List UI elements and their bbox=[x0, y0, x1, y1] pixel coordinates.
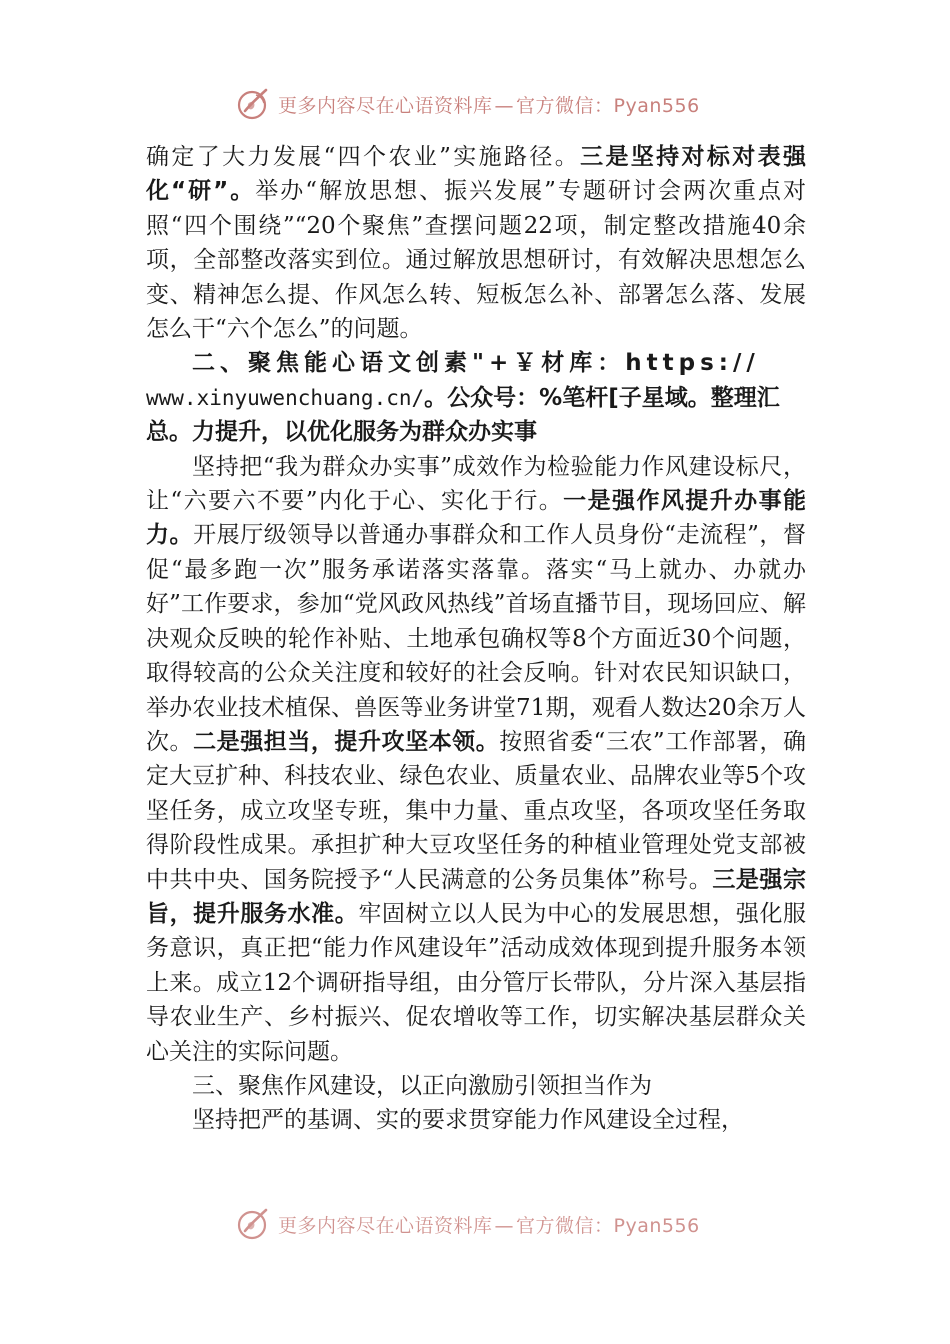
watermark-text-a: 更多内容尽在心语资料库 bbox=[278, 94, 493, 117]
section-heading-2 bbox=[146, 346, 806, 449]
emphasis-text: 三是强宗旨，提升服务水准。 bbox=[146, 866, 806, 927]
document-body bbox=[146, 140, 806, 1138]
paragraph-text: 坚持把“我为群众办实事”成效作为检验能力作风建设标尺，让“六要六不要”内化于心、实化于行。 bbox=[146, 453, 806, 515]
brush-circle-logo-icon bbox=[236, 86, 272, 122]
watermark-dash: — bbox=[494, 94, 515, 117]
paragraph-text: 牢固树立以人民为中心的发展思想，强化服务意识，真正把“能力作风建设年”活动成效体现到提升服务本领上来。成立12个调研指导组，由分管厅长带队，分片深入基层指导农业生产、乡村振兴、促农增收等工作，切实解决基层群众关心关注的实际问题。 bbox=[146, 900, 807, 1065]
paragraph-text: 举办“解放思想、振兴发展”专题研讨会两次重点对照“四个围绕”“20个聚焦”查摆问题22项，制定整改措施40余项，全部整改落实到位。通过解放思想研讨，有效解决思想怎么变、精神怎么提、作风怎么转、短板怎么补、部署怎么落、发展怎么干“六个怎么”的问题。 bbox=[146, 178, 806, 343]
paragraph-text: 确定了大力发展“四个农业”实施路径。 bbox=[146, 144, 581, 170]
watermark-text-a: 更多内容尽在心语资料库 bbox=[278, 1214, 493, 1237]
emphasis-text: 二是强担当，提升攻坚本领。 bbox=[193, 728, 500, 755]
paragraph-1 bbox=[146, 140, 806, 346]
heading-text-a: 二、聚焦能心语文创素"+￥材库：https:// bbox=[192, 350, 760, 377]
heading-url: www.xinyuwenchuang.cn/ bbox=[146, 385, 425, 410]
section-heading-3: 三、聚焦作风建设，以正向激励引领担当作为 bbox=[192, 1072, 652, 1099]
watermark-dash: — bbox=[494, 1214, 515, 1237]
paragraph-text: 按照省委“三农”工作部署，确定大豆扩种、科技农业、绿色农业、质量农业、品牌农业等5个攻坚任务，成立攻坚专班，集中力量、重点攻坚，各项攻坚任务取得阶段性成果。承担扩种大豆攻坚任务的种植业管理处党支部被中共中央、国务院授予“人民满意的公务员集体”称号。 bbox=[146, 728, 806, 893]
watermark-header bbox=[236, 84, 756, 124]
paragraph-text: 开展厅级领导以普通办事群众和工作人员身份“走流程”，督促“最多跑一次”服务承诺落实落靠。落实“马上就办、办就办好”工作要求，参加“党风政风热线”首场直播节目，现场回应、解决观众反映的轮作补贴、土地承包确权等8个方面近30个问题，取得较高的公众关注度和较好的社会反响。针对农民知识缺口，举办农业技术植保、兽医等业务讲堂71期，观看人数达20余万人次。 bbox=[146, 522, 806, 755]
emphasis-text: 三是坚持对标对表强化“研”。 bbox=[146, 144, 806, 205]
paragraph-2 bbox=[146, 450, 806, 1069]
watermark-text-b: 官方微信：Pyan556 bbox=[516, 94, 700, 117]
watermark-footer bbox=[236, 1204, 756, 1244]
brush-circle-logo-icon bbox=[236, 1206, 272, 1242]
heading-text-b: 。公众号：%笔杆[子星域。整理汇总。力提升，以优化服务为群众办实事 bbox=[146, 384, 780, 446]
emphasis-text: 一是强作风提升办事能力。 bbox=[146, 488, 806, 549]
watermark-text-b: 官方微信：Pyan556 bbox=[516, 1214, 700, 1237]
paragraph-3: 坚持把严的基调、实的要求贯穿能力作风建设全过程， bbox=[192, 1107, 744, 1134]
